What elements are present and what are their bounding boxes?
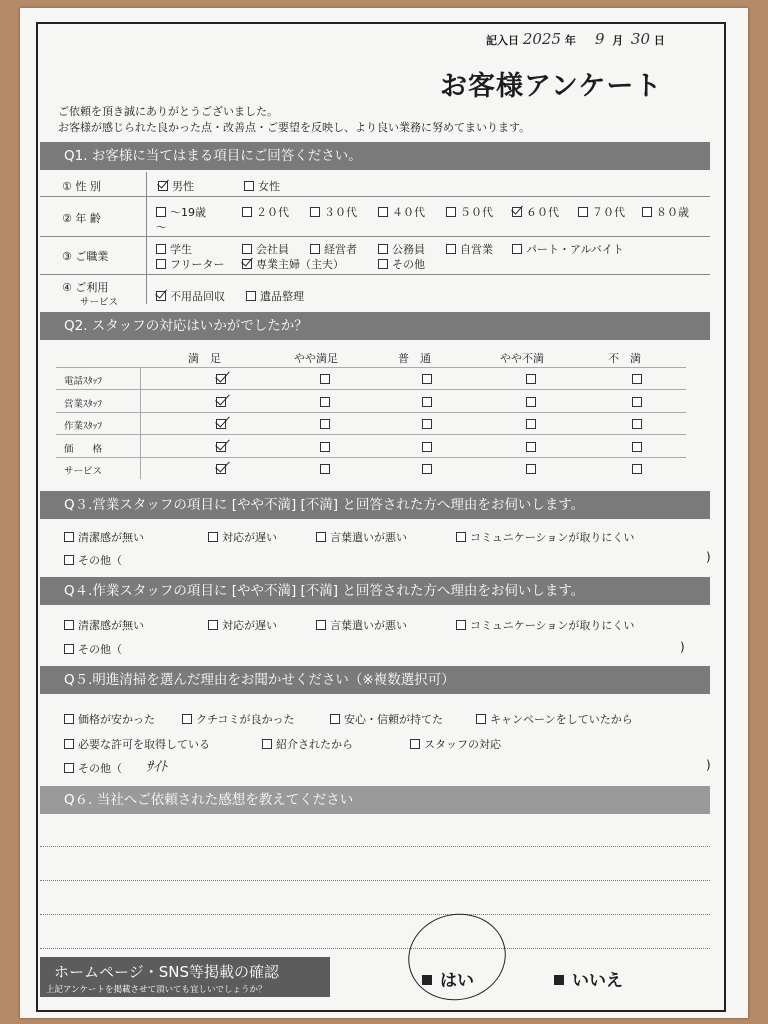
rating-checkbox[interactable]: [422, 419, 432, 429]
q3-option[interactable]: コミュニケーションが取りにくい: [456, 529, 634, 545]
q4-option[interactable]: 清潔感が無い: [64, 617, 144, 633]
checkbox[interactable]: [156, 207, 166, 217]
checkbox[interactable]: [316, 620, 326, 630]
rating-checkbox[interactable]: [422, 397, 432, 407]
consent-no-option[interactable]: いいえ: [554, 966, 623, 991]
job-option[interactable]: その他: [378, 256, 425, 272]
checkbox[interactable]: [456, 620, 466, 630]
job-label: ③ ご職業: [62, 250, 109, 263]
q1-heading: Q1. お客様に当てはまる項目にご回答ください。: [40, 142, 710, 170]
age-option[interactable]: ７０代: [578, 204, 625, 220]
age-option[interactable]: ５０代: [446, 204, 493, 220]
intro-line-1: ご依頼を頂き誠にありがとうございました。: [58, 105, 278, 118]
q4-other[interactable]: その他（: [64, 641, 122, 657]
rating-checkbox[interactable]: [526, 397, 536, 407]
q3-heading: Q３.営業スタッフの項目に [やや不満] [不満] と回答された方へ理由をお伺いします。: [40, 491, 710, 519]
q4-option[interactable]: コミュニケーションが取りにくい: [456, 617, 634, 633]
job-option[interactable]: 公務員: [378, 241, 425, 257]
checkbox[interactable]: [330, 714, 340, 724]
checkbox[interactable]: [378, 207, 388, 217]
rating-checkbox-checked[interactable]: [216, 397, 226, 407]
checkbox[interactable]: [316, 532, 326, 542]
divider: [40, 274, 710, 275]
checkbox[interactable]: [64, 644, 74, 654]
q4-close-paren: ): [680, 640, 685, 654]
job-option[interactable]: 経営者: [310, 241, 357, 257]
rating-checkbox-checked[interactable]: [216, 442, 226, 452]
rating-checkbox[interactable]: [632, 464, 642, 474]
checkbox[interactable]: [378, 259, 388, 269]
gender-label: ① 性 別: [62, 180, 101, 193]
checkbox[interactable]: [242, 244, 252, 254]
rating-checkbox[interactable]: [320, 442, 330, 452]
month-unit: 月: [612, 34, 624, 47]
job-option[interactable]: フリーター: [156, 256, 225, 272]
consent-title: ホームページ・SNS等掲載の確認: [54, 963, 279, 981]
q2-col-header: 満 足: [188, 352, 221, 365]
q5-close-paren: ): [706, 758, 711, 772]
date-label: 記入日: [486, 34, 519, 47]
q6-line: [40, 914, 710, 915]
consent-yes-option[interactable]: はい: [422, 966, 474, 991]
checkbox[interactable]: [310, 244, 320, 254]
checkbox[interactable]: [246, 291, 256, 301]
checkbox-checked[interactable]: [156, 291, 166, 301]
rating-checkbox[interactable]: [320, 464, 330, 474]
q2-rule: [56, 367, 686, 368]
date-day: 30: [630, 30, 651, 48]
checkbox[interactable]: [244, 181, 254, 191]
day-unit: 日: [653, 34, 665, 47]
rating-checkbox[interactable]: [320, 374, 330, 384]
q3-close-paren: ): [706, 550, 711, 564]
q5-heading: Q５.明進清掃を選んだ理由をお聞かせください（※複数選択可）: [40, 666, 710, 694]
rating-checkbox-checked[interactable]: [216, 464, 226, 474]
q5-option[interactable]: クチコミが良かった: [182, 711, 295, 727]
job-option-housewife[interactable]: 専業主婦（主夫）: [242, 256, 344, 272]
checkbox[interactable]: [64, 620, 74, 630]
rating-checkbox-checked[interactable]: [216, 374, 226, 384]
q2-heading: Q2. スタッフの対応はいかがでしたか？: [40, 312, 710, 340]
q2-rule: [56, 412, 686, 413]
gender-female-option[interactable]: 女性: [244, 178, 280, 194]
checkbox[interactable]: [446, 244, 456, 254]
q2-row-label: 電話ｽﾀｯﾌ: [64, 376, 103, 387]
date-year: 2025: [522, 30, 562, 48]
age-option[interactable]: ～19歳: [156, 204, 206, 220]
consent-subtitle: 上記アンケートを掲載させて頂いても宜しいでしょうか？: [46, 985, 267, 995]
age-option-60s[interactable]: ６０代: [512, 204, 559, 220]
checkbox[interactable]: [208, 532, 218, 542]
q4-heading: Q４.作業スタッフの項目に [やや不満] [不満] と回答された方へ理由をお伺いします。: [40, 577, 710, 605]
gender-male-option[interactable]: 男性: [158, 178, 194, 194]
checkbox[interactable]: [64, 763, 74, 773]
q5-option[interactable]: 安心・信頼が持てた: [330, 711, 443, 727]
checkbox[interactable]: [64, 739, 74, 749]
rating-checkbox[interactable]: [320, 419, 330, 429]
divider: [40, 196, 710, 197]
job-option[interactable]: 自営業: [446, 241, 493, 257]
age-overflow: ～: [156, 221, 167, 234]
checkbox[interactable]: [242, 207, 252, 217]
checkbox[interactable]: [456, 532, 466, 542]
checkbox[interactable]: [64, 555, 74, 565]
q2-col-header: 普 通: [398, 352, 431, 365]
checkbox[interactable]: [642, 207, 652, 217]
checkbox[interactable]: [310, 207, 320, 217]
q5-option[interactable]: 価格が安かった: [64, 711, 155, 727]
checkbox[interactable]: [410, 739, 420, 749]
checkbox-checked[interactable]: [158, 181, 168, 191]
q2-col-header: 不 満: [608, 352, 641, 365]
q2-col-header: やや満足: [294, 352, 338, 365]
q6-line: [40, 880, 710, 881]
q2-divider: [140, 367, 141, 479]
q5-option[interactable]: キャンペーンをしていたから: [476, 711, 633, 727]
q5-option[interactable]: 紹介されたから: [262, 736, 353, 752]
rating-checkbox[interactable]: [632, 419, 642, 429]
rating-checkbox-checked[interactable]: [216, 419, 226, 429]
rating-checkbox[interactable]: [526, 374, 536, 384]
job-option[interactable]: 学生: [156, 241, 192, 257]
q6-line: [40, 846, 710, 847]
q4-option[interactable]: 対応が遅い: [208, 617, 277, 633]
rating-checkbox[interactable]: [422, 374, 432, 384]
checkbox[interactable]: [578, 207, 588, 217]
checkbox[interactable]: [64, 714, 74, 724]
q2-rule: [56, 389, 686, 390]
q5-other[interactable]: その他（: [64, 760, 122, 776]
q2-rule: [56, 457, 686, 458]
job-option[interactable]: 会社員: [242, 241, 289, 257]
q2-col-header: やや不満: [500, 352, 544, 365]
q6-heading: Q６. 当社へご依頼された感想を教えてください: [40, 786, 710, 814]
year-unit: 年: [564, 34, 576, 47]
date-month: 9: [595, 30, 605, 48]
service-junk-removal-option[interactable]: 不用品回収: [156, 288, 225, 304]
q2-row-label: 営業ｽﾀｯﾌ: [64, 399, 103, 410]
q4-option[interactable]: 言葉遣いが悪い: [316, 617, 407, 633]
q5-other-handwritten: ｻｲﾄ: [146, 759, 167, 775]
service-label: ④ ご利用: [62, 281, 109, 294]
checkbox[interactable]: [208, 620, 218, 630]
q2-rule: [56, 434, 686, 435]
age-option[interactable]: ３０代: [310, 204, 357, 220]
q3-option[interactable]: 対応が遅い: [208, 529, 277, 545]
q2-row-label: 価 格: [64, 444, 103, 455]
checkbox-checked[interactable]: [512, 207, 522, 217]
service-label-2: サービス: [80, 297, 119, 308]
square-bullet-icon: [554, 975, 564, 985]
rating-checkbox[interactable]: [526, 442, 536, 452]
rating-checkbox[interactable]: [526, 419, 536, 429]
q3-option[interactable]: 清潔感が無い: [64, 529, 144, 545]
checkbox[interactable]: [64, 532, 74, 542]
label-divider: [146, 172, 147, 304]
age-option[interactable]: ２０代: [242, 204, 289, 220]
rating-checkbox[interactable]: [632, 442, 642, 452]
rating-checkbox[interactable]: [632, 374, 642, 384]
rating-checkbox[interactable]: [422, 464, 432, 474]
rating-checkbox[interactable]: [632, 397, 642, 407]
q2-row-label: サービス: [64, 466, 103, 477]
rating-checkbox[interactable]: [422, 442, 432, 452]
checkbox[interactable]: [182, 714, 192, 724]
checkbox[interactable]: [476, 714, 486, 724]
checkbox-checked[interactable]: [242, 259, 252, 269]
intro-line-2: お客様が感じられた良かった点・改善点・ご要望を反映し、より良い業務に努めてまいります。: [58, 121, 531, 134]
checkbox[interactable]: [156, 244, 166, 254]
q3-option[interactable]: 言葉遣いが悪い: [316, 529, 407, 545]
age-option[interactable]: ８０歳: [642, 204, 689, 220]
checkbox[interactable]: [156, 259, 166, 269]
checkbox[interactable]: [262, 739, 272, 749]
q3-other[interactable]: その他（: [64, 552, 122, 568]
q5-option[interactable]: スタッフの対応: [410, 736, 501, 752]
page-title: お客様アンケート: [440, 71, 663, 102]
publish-consent-banner: [40, 957, 330, 997]
rating-checkbox[interactable]: [320, 397, 330, 407]
q5-option[interactable]: 必要な許可を取得している: [64, 736, 210, 752]
rating-checkbox[interactable]: [526, 464, 536, 474]
checkbox[interactable]: [512, 244, 522, 254]
q2-row-label: 作業ｽﾀｯﾌ: [64, 421, 103, 432]
service-estate-option[interactable]: 遺品整理: [246, 288, 304, 304]
checkbox[interactable]: [378, 244, 388, 254]
age-option[interactable]: ４０代: [378, 204, 425, 220]
checkbox[interactable]: [446, 207, 456, 217]
job-option[interactable]: パート・アルバイト: [512, 241, 624, 257]
divider: [40, 236, 710, 237]
date-row: [486, 30, 665, 48]
age-label: ② 年 齢: [62, 212, 101, 225]
q6-line: [40, 948, 710, 949]
